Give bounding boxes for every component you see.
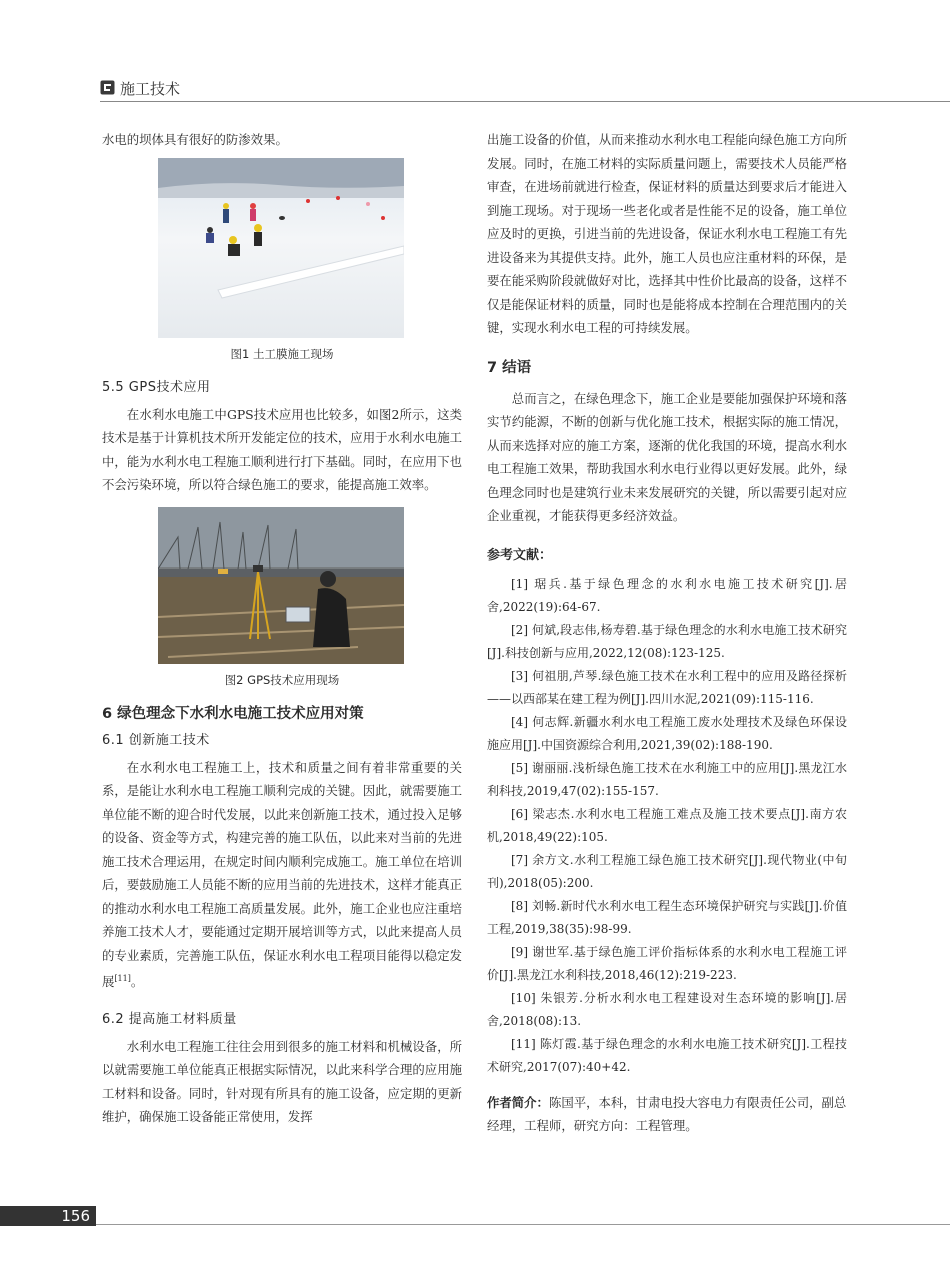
section-6-2-heading: 6.2 提高施工材料质量: [102, 1011, 237, 1027]
author-text: 陈国平，本科，甘肃电投大容电力有限责任公司，副总经理，工程师，研究方向：工程管理。: [487, 1094, 847, 1133]
page-number: 156: [61, 1207, 90, 1225]
reference-list: [487, 573, 847, 1079]
reference-item: [3] 何祖朋,芦琴.绿色施工技术在水利工程中的应用及路径探析——以西部某在建工程为例[J].四川水泥,2021(09):115-116.: [487, 668, 847, 706]
section-7-heading: 7 结语: [487, 359, 532, 376]
reference-item: [11] 陈灯霞.基于绿色理念的水利水电施工技术研究[J].工程技术研究,2017(07):40+42.: [487, 1036, 847, 1074]
author-bio: [487, 1091, 847, 1137]
running-header: [100, 78, 950, 102]
reference-item: [6] 梁志杰.水利水电工程施工难点及施工技术要点[J].南方农机,2018,49(22):105.: [487, 806, 847, 844]
gps-site-photo: [158, 507, 404, 664]
paragraph: 水利水电工程施工往往会用到很多的施工材料和机械设备，所以就需要施工单位能真正根据实际情况，以此来科学合理的应用施工材料和设备。同时，针对现有所具有的施工设备，应定期的更新维护，确保施工设备能正常使用，发挥: [102, 1038, 462, 1125]
reference-item: [1] 琚兵.基于绿色理念的水利水电施工技术研究[J].居舍,2022(19):64-67.: [487, 576, 847, 614]
reference-item: [4] 何志辉.新疆水利水电工程施工废水处理技术及绿色环保设施应用[J].中国资源综合利用,2021,39(02):188-190.: [487, 714, 847, 752]
reference-item: [9] 谢世军.基于绿色施工评价指标体系的水利水电工程施工评价[J].黑龙江水利科技,2018,46(12):219-223.: [487, 944, 847, 982]
figure-1: [102, 158, 462, 362]
paragraph: 出施工设备的价值，从而来推动水利水电工程能向绿色施工方向所发展。同时，在施工材料的实际质量问题上，需要技术人员能严格审查，在进场前就进行检查，保证材料的质量达到要求后才能进入到施工现场。对于现场一些老化或者是性能不足的设备，施工单位应及时的更换，引进当前的先进设备，保证水利水电工程施工有先进设备来为其提供支持。此外，施工人员也应注重材料的环保，是要在能采购阶段就做好对比，选择其中性价比最高的设备，这样不仅是能保证材料的质量，同时也是能将成本控制在合理范围内的关键，实现水利水电工程的可持续发展。: [487, 132, 847, 335]
left-column: [102, 128, 462, 1129]
paragraph: 总而言之，在绿色理念下，施工企业是要能加强保护环境和落实节约能源，不断的创新与优化施工技术，根据实际的施工情况，从而来选择对应的施工方案，逐渐的优化我国的环境，提高水利水电工程施工效果，帮助我国水利水电行业得以更好发展。此外，绿色理念同时也是建筑行业未来发展研究的关键，所以需要引起对应企业重视，才能获得更多经济效益。: [487, 390, 847, 523]
section-6-1-heading: 6.1 创新施工技术: [102, 732, 210, 748]
reference-item: [10] 朱银芳.分析水利水电工程建设对生态环境的影响[J].居舍,2018(08):13.: [487, 990, 847, 1028]
figure-2: [102, 507, 462, 688]
section-5-5-heading: 5.5 GPS技术应用: [102, 379, 211, 395]
geomembrane-site-photo: [158, 158, 404, 338]
paragraph: 水电的坝体具有很好的防渗效果。: [102, 132, 288, 147]
journal-logo-icon: [100, 80, 115, 95]
reference-item: [7] 余方文.水利工程施工绿色施工技术研究[J].现代物业(中旬刊),2018(05):200.: [487, 852, 847, 890]
footer-divider: [96, 1224, 950, 1225]
section-6-heading: 6 绿色理念下水利水电施工技术应用对策: [102, 705, 364, 722]
reference-item: [5] 谢丽丽.浅析绿色施工技术在水利施工中的应用[J].黑龙江水利科技,2019,47(02):155-157.: [487, 760, 847, 798]
author-label: 作者简介：: [487, 1094, 549, 1110]
paragraph: 在水利水电工程施工上，技术和质量之间有着非常重要的关系，是能让水利水电工程施工顺利完成的关键。因此，就需要施工单位能不断的迎合时代发展，以此来创新施工技术，通过投入足够的设备、资金等方式，构建完善的施工队伍，以此来对当前的先进施工技术合理运用，在规定时间内顺利完成施工。施工单位在培训后，要鼓励施工人员能不断的应用当前的先进技术，这样才能真正的推动水利水电工程施工高质量发展。此外，施工企业也应注重培养施工技术人才，要能通过定期开展培训等方式，以此来提高人员的专业素质，完善施工队伍，保证水利水电工程项目能得以稳定发展[11]。: [102, 759, 462, 990]
section-header-title: 施工技术: [120, 80, 181, 98]
reference-item: [2] 何斌,段志伟,杨寿碧.基于绿色理念的水利水电施工技术研究[J].科技创新与应用,2022,12(08):123-125.: [487, 622, 847, 660]
paragraph: 在水利水电施工中GPS技术应用也比较多，如图2所示，这类技术是基于计算机技术所开发能定位的技术，应用于水利水电施工中，能为水利水电工程施工顺利进行打下基础。同时，在应用下也不会污染环境，所以符合绿色施工的要求，能提高施工效率。: [102, 406, 462, 492]
figure-2-caption: 图2 GPS技术应用现场: [224, 672, 340, 687]
references-heading: 参考文献：: [487, 547, 553, 563]
header-divider: [100, 101, 950, 102]
reference-item: [8] 刘畅.新时代水利水电工程生态环境保护研究与实践[J].价值工程,2019,38(35):98-99.: [487, 898, 847, 936]
figure-1-caption: 图1 土工膜施工现场: [230, 346, 334, 361]
right-column: [487, 128, 847, 1137]
citation: [11]: [114, 974, 131, 983]
